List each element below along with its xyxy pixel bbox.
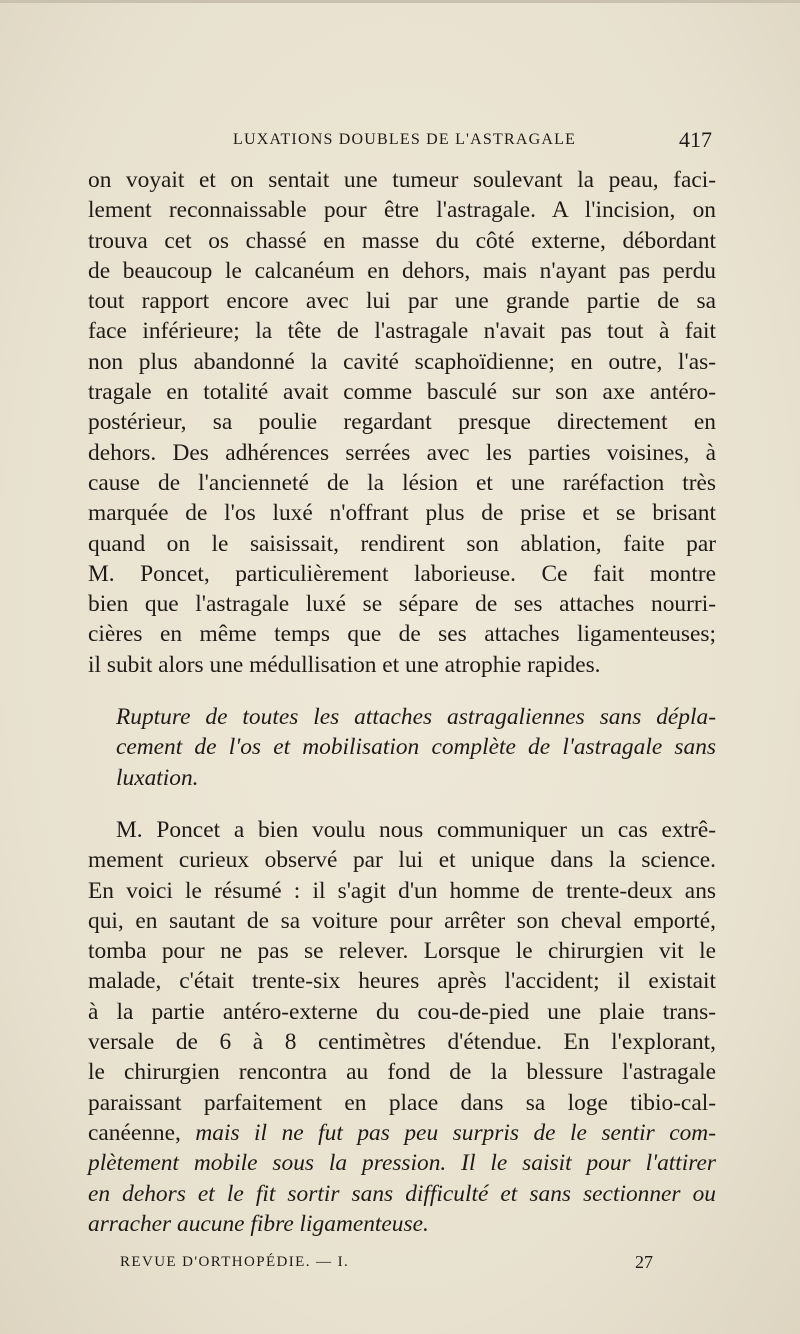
text-line: versale de 6 à 8 centimètres d'étendue. En l'explorant, bbox=[88, 1029, 716, 1056]
roman-run: canéenne, bbox=[88, 1119, 196, 1146]
text-line: M. Poncet, particulièrement laborieuse. Ce fait montre bbox=[88, 560, 716, 587]
text-line: En voici le résumé : il s'agit d'un homme de trente-deux ans bbox=[88, 877, 716, 904]
text-line: face inférieure; la tête de l'astragale n'avait pas tout à fait bbox=[88, 318, 716, 345]
text-line: il subit alors une médullisation et une atrophie rapides. bbox=[88, 651, 601, 678]
text-line: qui, en sautant de sa voiture pour arrêter son cheval emporté, bbox=[88, 907, 716, 934]
sheet-number: 27 bbox=[635, 1252, 653, 1272]
italic-run: mais il ne fut pas peu surpris de le sentir com- bbox=[195, 1119, 716, 1146]
text-line: paraissant parfaitement en place dans sa loge tibio-cal- bbox=[88, 1089, 716, 1116]
text-line: à la partie antéro-externe du cou-de-pied une plaie trans- bbox=[88, 998, 716, 1025]
text-line: bien que l'astragale luxé se sépare de ses attaches nourri- bbox=[88, 591, 716, 618]
text-line: cières en même temps que de ses attaches ligamenteuses; bbox=[88, 621, 716, 648]
text-line-mixed bbox=[88, 1118, 716, 1148]
page-header bbox=[88, 127, 716, 157]
text-line: lement reconnaissable pour être l'astragale. A l'incision, on bbox=[88, 197, 716, 224]
paragraph-1 bbox=[88, 165, 716, 680]
page-number: 417 bbox=[679, 127, 712, 152]
text-line: tragale en totalité avait comme basculé sur son axe antéro- bbox=[88, 379, 716, 406]
section-heading bbox=[88, 702, 716, 793]
text-line: quand on le saisissait, rendirent son ablation, faite par bbox=[88, 530, 716, 557]
text-line: postérieur, sa poulie regardant presque directement en bbox=[88, 409, 716, 436]
heading-line: cement de l'os et mobilisation complète de l'astragale sans bbox=[116, 734, 716, 761]
text-line: on voyait et on sentait une tumeur soulevant la peau, faci- bbox=[88, 167, 716, 193]
text-line: M. Poncet a bien voulu nous communiquer un cas extrê- bbox=[116, 816, 716, 843]
page-edge bbox=[0, 0, 800, 3]
italic-line: plètement mobile sous la pression. Il le saisit pour l'attirer bbox=[88, 1150, 716, 1177]
text-line: dehors. Des adhérences serrées avec les parties voisines, à bbox=[88, 439, 716, 466]
text-line: de beaucoup le calcanéum en dehors, mais n'ayant pas perdu bbox=[88, 257, 716, 284]
heading-line: Rupture de toutes les attaches astragaliennes sans dépla- bbox=[116, 704, 716, 731]
text-line: cause de l'ancienneté de la lésion et une raréfaction très bbox=[88, 469, 716, 496]
italic-line: arracher aucune fibre ligamenteuse. bbox=[88, 1210, 429, 1237]
running-title: LUXATIONS DOUBLES DE L'ASTRAGALE bbox=[233, 131, 577, 148]
body-text bbox=[88, 165, 716, 1239]
text-line: mement curieux observé par lui et unique dans la science. bbox=[88, 847, 716, 874]
paragraph-2 bbox=[88, 815, 716, 1239]
italic-line: en dehors et le fit sortir sans difficulté et sans sectionner ou bbox=[88, 1180, 716, 1207]
text-line: non plus abandonné la cavité scaphoïdienne; en outre, l'as- bbox=[88, 348, 716, 375]
page-footer bbox=[120, 1252, 655, 1276]
heading-line: luxation. bbox=[116, 764, 199, 791]
text-line: tomba pour ne pas se relever. Lorsque le chirurgien vit le bbox=[88, 938, 716, 965]
text-line: le chirurgien rencontra au fond de la blessure l'astragale bbox=[88, 1059, 716, 1086]
text-line: marquée de l'os luxé n'offrant plus de prise et se brisant bbox=[88, 500, 716, 527]
text-line: tout rapport encore avec lui par une grande partie de sa bbox=[88, 288, 716, 315]
text-line: malade, c'était trente-six heures après l'accident; il existait bbox=[88, 968, 716, 995]
journal-signature: REVUE D'ORTHOPÉDIE. — I. bbox=[120, 1254, 350, 1270]
text-line: trouva cet os chassé en masse du côté externe, débordant bbox=[88, 227, 716, 254]
